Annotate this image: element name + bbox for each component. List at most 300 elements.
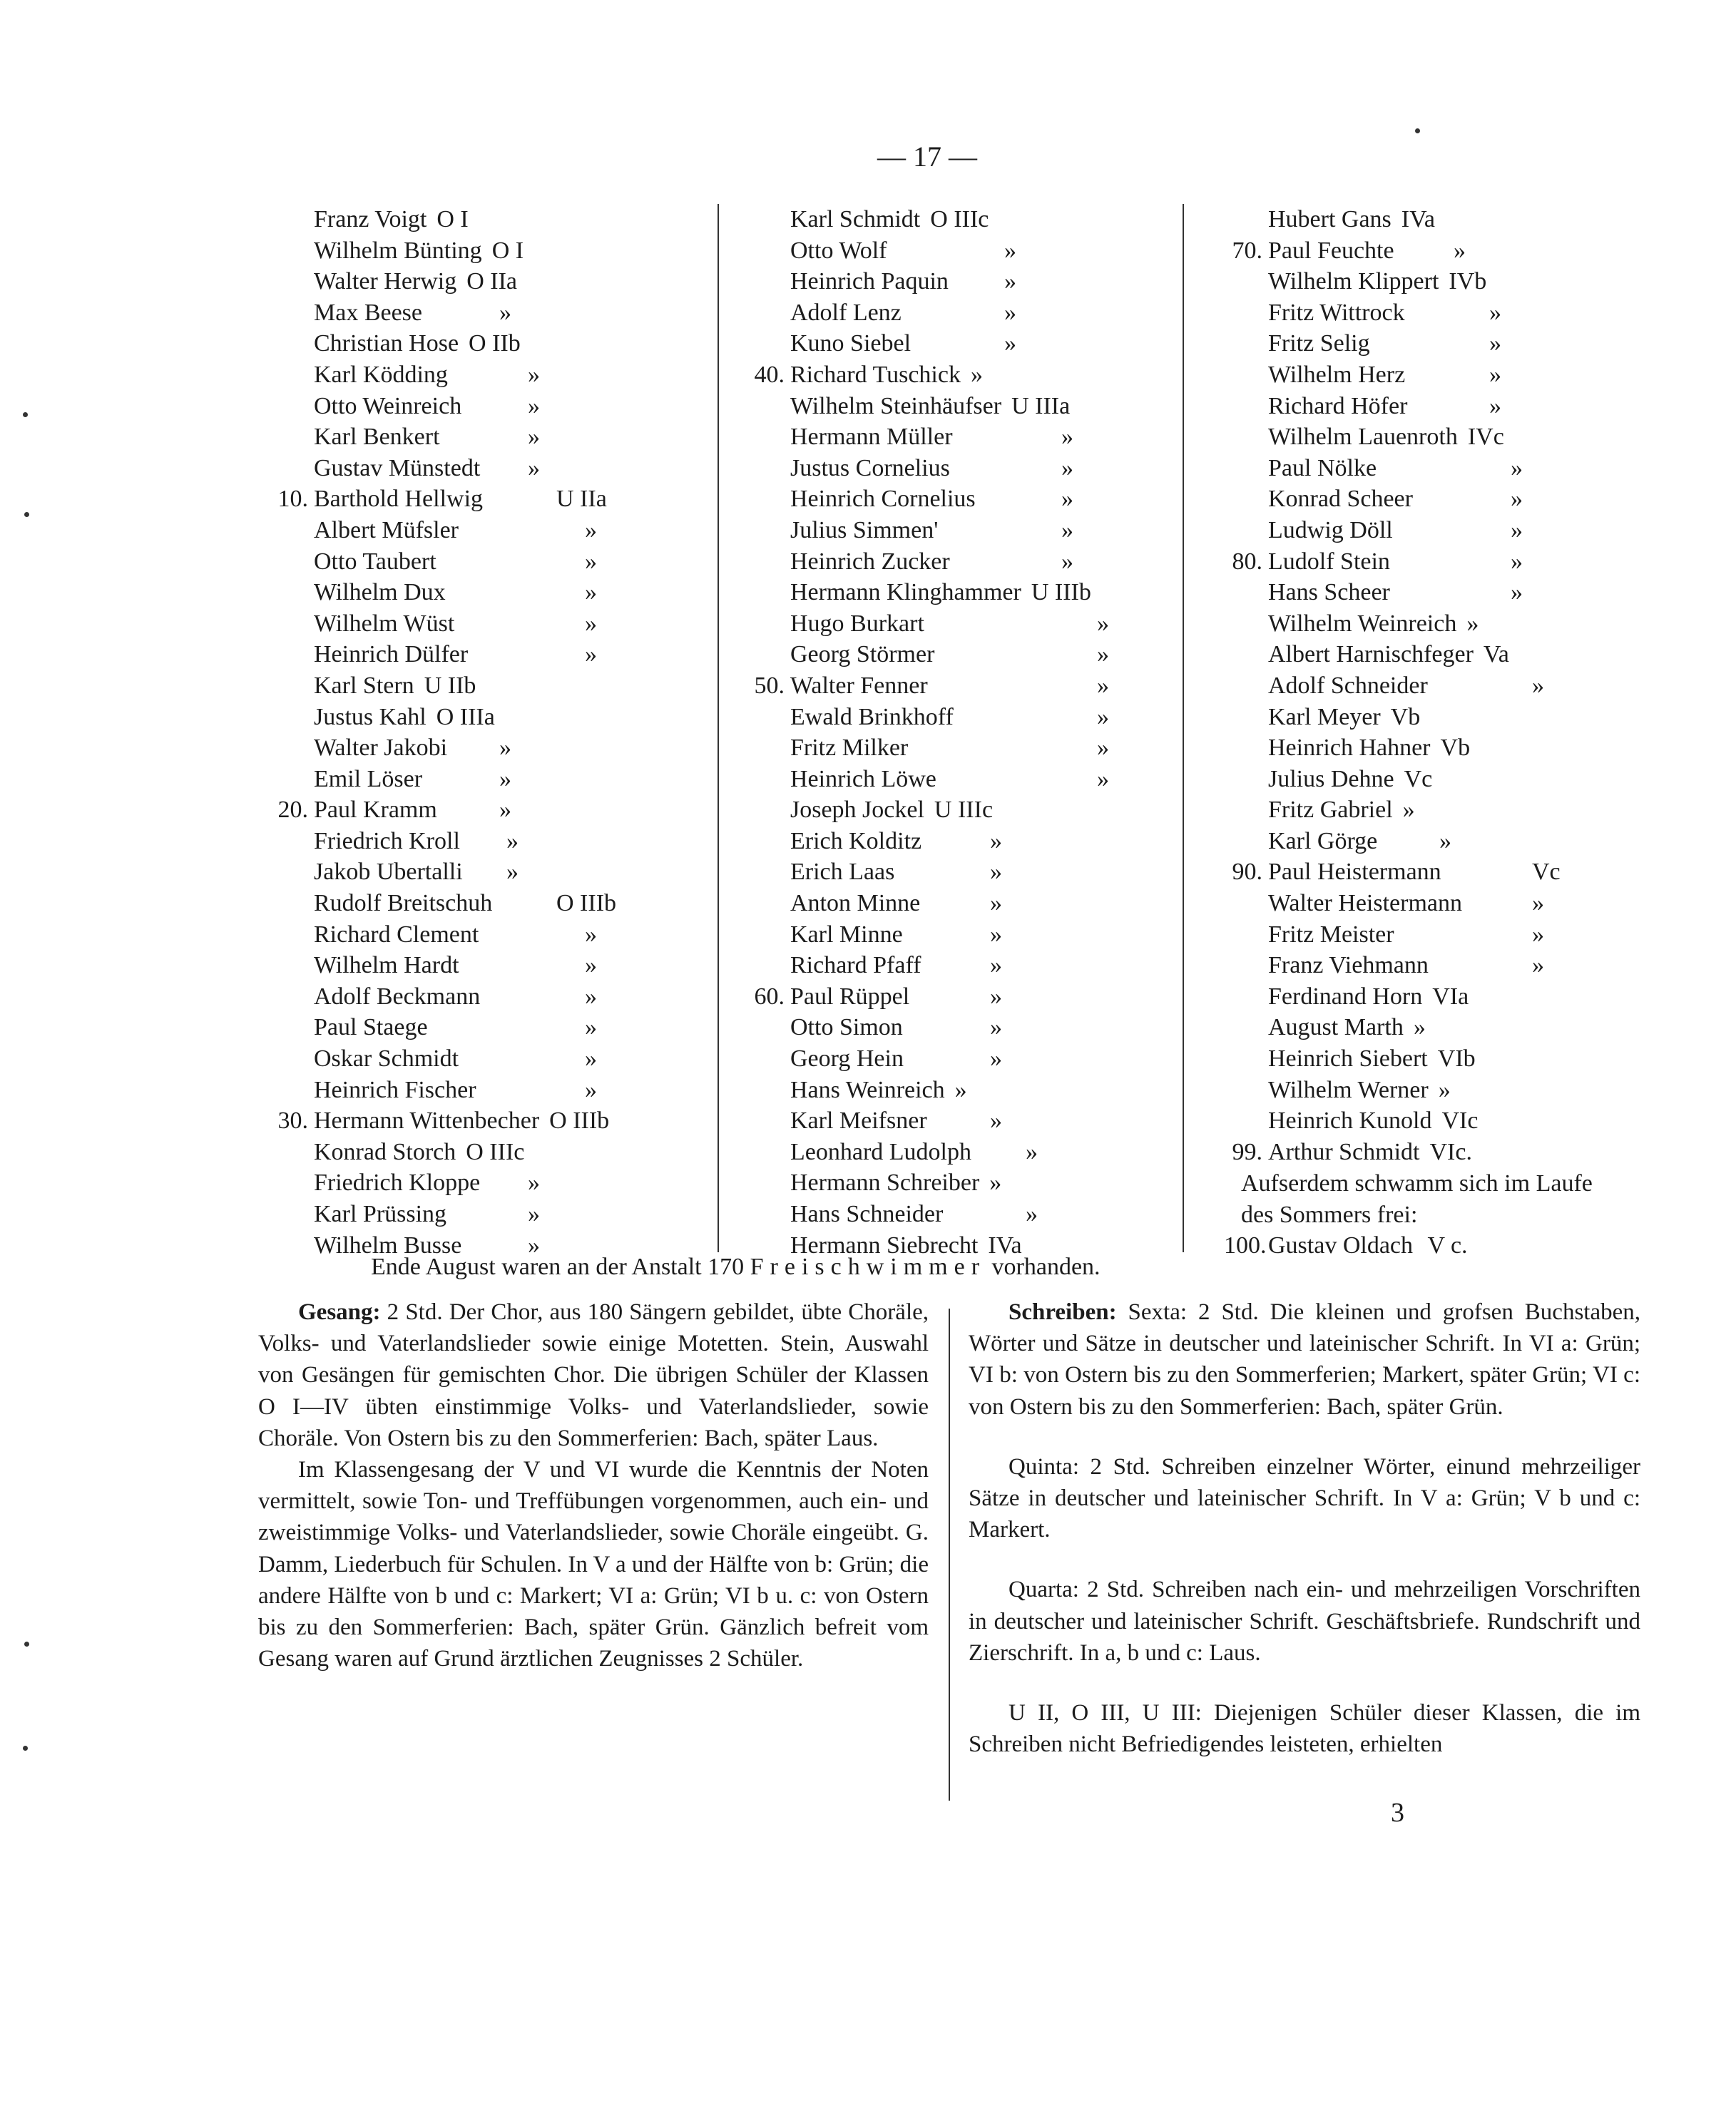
entry-class: » (1511, 516, 1523, 543)
column-divider (1183, 204, 1184, 1252)
list-item (1268, 794, 1668, 826)
entry-name: Karl Minne (790, 921, 903, 948)
entry-name: Heinrich Siebert (1268, 1045, 1428, 1073)
list-item (1268, 981, 1668, 1013)
entry-name: Konrad Scheer (1268, 486, 1413, 513)
entry-class: » (1454, 237, 1466, 264)
entry-name: Adolf Lenz (790, 299, 902, 326)
entry-class: » (1438, 1076, 1451, 1103)
list-item (790, 1012, 1190, 1043)
print-speck (1415, 128, 1420, 133)
list-item (790, 297, 1190, 329)
list-item (790, 888, 1190, 919)
entry-class: » (990, 1107, 1002, 1135)
entry-class: » (1004, 330, 1016, 357)
list-item (314, 453, 720, 484)
entry-name: Fritz Wittrock (1268, 299, 1405, 326)
list-item (1268, 483, 1668, 515)
entry-class: » (499, 735, 511, 762)
entry-name: Heinrich Kunold (1268, 1107, 1432, 1135)
entry-class: » (1061, 548, 1073, 575)
list-item (1268, 950, 1668, 981)
entry-class: » (1466, 610, 1479, 637)
entry-class: » (585, 641, 597, 668)
entry-name: Heinrich Löwe (790, 765, 936, 792)
entry-class: » (1402, 797, 1415, 824)
entry-name: Arthur Schmidt (1268, 1138, 1420, 1165)
list-item (790, 204, 1190, 235)
swimmer-list (0, 204, 1736, 1259)
paragraph-quarta: Quarta: 2 Std. Schreiben nach ein- und mehrzeiligen Vorschriften in deutscher und lateinischer Schrift. Geschäftsbriefe. Rundschrift und Zierschrift. In a, b und c: Laus. (969, 1577, 1640, 1666)
entry-class: O I (436, 206, 469, 232)
list-item (790, 546, 1190, 578)
list-item (790, 826, 1190, 857)
list-item (790, 421, 1190, 453)
entry-class: » (1061, 516, 1073, 543)
list-item (314, 639, 720, 670)
print-speck (24, 512, 29, 517)
entry-name: Hermann Wittenbecher (314, 1107, 540, 1135)
list-item (790, 328, 1190, 359)
entry-number: 70. (1232, 237, 1262, 264)
entry-name: Walter Fenner (790, 672, 928, 699)
entry-name: Ludwig Döll (1268, 516, 1393, 543)
entry-class: U IIIa (1011, 392, 1071, 419)
list-item (314, 1012, 720, 1043)
list-item (790, 794, 1190, 826)
entry-class: » (506, 859, 519, 886)
entry-name: Friedrich Kroll (314, 827, 460, 854)
entry-class: » (1097, 641, 1109, 668)
entry-name: Paul Kramm (314, 797, 437, 824)
list-item (790, 1043, 1190, 1075)
entry-number: 80. (1232, 548, 1262, 575)
list-item (790, 1167, 1190, 1199)
list-item (1268, 888, 1668, 919)
page-number: — 17 — (877, 140, 977, 173)
entry-name: Georg Hein (790, 1045, 904, 1073)
entry-class: » (1061, 486, 1073, 513)
entry-name: Richard Clement (314, 921, 479, 948)
list-item (1232, 856, 1668, 888)
entry-name: Walter Jakobi (314, 735, 448, 762)
column-divider (718, 204, 719, 1252)
entry-name: Walter Herwig (314, 268, 457, 295)
list-item (790, 235, 1190, 267)
entry-name: Wilhelm Lauenroth (1268, 424, 1458, 451)
list-item (277, 794, 720, 826)
entry-name: Richard Höfer (1268, 392, 1408, 419)
entry-class: VIb (1437, 1045, 1476, 1073)
entry-class: O IIIc (930, 206, 989, 232)
entry-name: Wilhelm Herz (1268, 361, 1406, 388)
entry-name: Karl Meyer (1268, 703, 1381, 730)
entry-class: » (989, 1170, 1002, 1197)
entry-number: 30. (277, 1107, 308, 1135)
entry-class: O IIIc (466, 1138, 525, 1165)
name-column-3-note (1224, 1168, 1669, 1262)
entry-number: 99. (1232, 1138, 1262, 1165)
entry-name: Otto Wolf (790, 237, 887, 264)
entry-name: Hans Schneider (790, 1201, 944, 1227)
entry-name: Karl Stern (314, 672, 414, 699)
entry-class: IVa (1401, 206, 1435, 232)
paragraph-text: Sexta: 2 Std. Die kleinen und grofsen Buchstaben, Wörter und Sätze in deutscher und lateinischer Schrift. In VI a: Grün; VI b: von Ostern bis zu den Sommerferien; Markert, später Grün; VI c: von Ostern bis zu den Sommerferien: Bach, später Grün. (969, 1299, 1640, 1420)
list-item (1232, 546, 1668, 578)
entry-number: 10. (277, 486, 308, 513)
entry-class: Vc (1532, 859, 1561, 886)
entry-name: Paul Rüppel (790, 983, 910, 1010)
entry-class: IVa (988, 1232, 1022, 1259)
list-item (314, 981, 720, 1013)
list-item (1268, 359, 1668, 391)
entry-name: Franz Voigt (314, 206, 427, 232)
note-line: des Sommers frei: (1241, 1201, 1418, 1228)
entry-class: » (1511, 486, 1523, 513)
list-item (314, 546, 720, 578)
entry-class: » (1097, 703, 1109, 730)
entry-name: Barthold Hellwig (314, 486, 484, 513)
entry-name: Fritz Selig (1268, 330, 1370, 357)
list-item (790, 515, 1190, 546)
entry-class: » (585, 579, 597, 606)
list-item (790, 1105, 1190, 1137)
list-item (790, 577, 1190, 608)
list-item (314, 266, 720, 297)
entry-class: VIc. (1429, 1138, 1472, 1165)
entry-class: » (1489, 361, 1501, 388)
entry-class: » (1061, 424, 1073, 451)
entry-class: » (1532, 672, 1544, 699)
entry-name: Konrad Storch (314, 1138, 456, 1165)
list-item (1268, 1105, 1668, 1137)
entry-name: Justus Cornelius (790, 454, 950, 481)
entry-class: » (506, 827, 519, 854)
entry-class: » (1004, 268, 1016, 295)
entry-name: Hugo Burkart (790, 610, 924, 637)
entry-name: Hans Weinreich (790, 1076, 945, 1103)
paragraph-uii: U II, O III, U III: Diejenigen Schüler dieser Klassen, die im Schreiben nicht Befriedigendes leisteten, erhielten (969, 1700, 1640, 1758)
list-item (314, 732, 720, 764)
list-item (1268, 297, 1668, 329)
entry-class: » (585, 516, 597, 543)
entry-name: Fritz Gabriel (1268, 797, 1393, 824)
entry-name: Julius Simmen' (790, 516, 939, 543)
entry-class: U IIb (424, 672, 476, 699)
entry-class: » (528, 424, 540, 451)
entry-name: Karl Meifsner (790, 1107, 927, 1135)
entry-class: » (1097, 765, 1109, 792)
entry-class: » (1097, 672, 1109, 699)
entry-class: » (585, 921, 597, 948)
entry-class: » (585, 548, 597, 575)
list-item (790, 732, 1190, 764)
list-item (314, 856, 720, 888)
entry-class: U IIIb (1031, 579, 1091, 606)
section-label: Schreiben: (1009, 1299, 1117, 1325)
entry-class: » (528, 361, 540, 388)
entry-name: August Marth (1268, 1014, 1404, 1041)
entry-name: Richard Tuschick (790, 361, 961, 388)
entry-class: » (528, 1232, 540, 1259)
list-item (790, 1075, 1190, 1106)
name-column-3 (1232, 204, 1668, 1167)
entry-name: Justus Kahl (314, 703, 427, 730)
footer-spaced: Freischwimmer (750, 1254, 986, 1280)
entry-name: Max Beese (314, 299, 423, 326)
list-item (1268, 702, 1668, 733)
entry-class: U IIIc (934, 797, 994, 824)
entry-name: Adolf Schneider (1268, 672, 1428, 699)
entry-name: Heinrich Zucker (790, 548, 950, 575)
entry-class: » (585, 610, 597, 637)
list-item (314, 328, 720, 359)
entry-name: Wilhelm Hardt (314, 952, 459, 979)
entry-number: 60. (754, 983, 785, 1010)
entry-name: Hans Scheer (1268, 579, 1390, 606)
entry-class: » (499, 797, 511, 824)
entry-class: Vb (1440, 735, 1471, 762)
entry-class: » (585, 983, 597, 1010)
signature-mark: 3 (1391, 1798, 1404, 1828)
entry-class: IVc (1467, 424, 1504, 451)
right-text-column (969, 1296, 1640, 1760)
entry-class: » (499, 765, 511, 792)
entry-name: Karl Schmidt (790, 206, 921, 232)
paragraph-klassengesang: Im Klassengesang der V und VI wurde die Kenntnis der Noten vermittelt, sowie Ton- und Treffübungen vorgenommen, auch ein- und zweistimmige Volks- und Vaterlandslieder, sowie Choräle eingeübt. G. Damm, Liederbuch für Schulen. In V a und der Hälfte von b: Grün; die andere Hälfte von b und c: Markert; VI a: Grün; VI b u. c: von Ostern bis zu den Sommerferien: Bach, später Grün. Gänzlich befreit vom Gesang waren auf Grund ärztlichen Zeugnisses 2 Schüler. (258, 1457, 929, 1672)
paragraph-gesang (258, 1296, 929, 1454)
entry-name: Wilhelm Dux (314, 579, 446, 606)
entry-name: Erich Kolditz (790, 827, 922, 854)
list-item (1268, 328, 1668, 359)
list-item (1268, 204, 1668, 235)
entry-name: Christian Hose (314, 330, 459, 357)
list-item (790, 639, 1190, 670)
entry-class: O IIb (469, 330, 521, 357)
list-item (1232, 1137, 1668, 1168)
entry-class: » (1511, 454, 1523, 481)
entry-class: » (499, 299, 511, 326)
entry-name: Karl Görge (1268, 827, 1378, 854)
name-column-2 (754, 204, 1190, 1261)
entry-class: » (585, 1045, 597, 1073)
entry-name: Kuno Siebel (790, 330, 912, 357)
footer-pre: Ende August waren an der Anstalt 170 (371, 1254, 745, 1280)
entry-number: 20. (277, 797, 308, 824)
entry-name: Wilhelm Bünting (314, 237, 482, 264)
entry-class: » (990, 1045, 1002, 1073)
list-item (1268, 732, 1668, 764)
entry-name: Wilhelm Werner (1268, 1076, 1429, 1103)
paragraph-text: 2 Std. Der Chor, aus 180 Sängern gebildet, übte Choräle, Volks- und Vaterlandslieder sowie einige Motetten. Stein, Auswahl von Gesängen für gemischten Chor. Die übrigen Schüler der Klassen O I—IV übten einstimmige Volks- und Vaterlandslieder, sowie Choräle. Von Ostern bis zu den Sommerferien: Bach, später Laus. (258, 1299, 929, 1451)
entry-name: Wilhelm Steinhäufser (790, 392, 1002, 419)
entry-number: 90. (1232, 859, 1262, 886)
entry-name: Hermann Klinghammer (790, 579, 1021, 606)
entry-class: VIc (1441, 1107, 1479, 1135)
list-item (1268, 391, 1668, 422)
entry-name: Julius Dehne (1268, 765, 1394, 792)
entry-name: Gustav Oldach (1268, 1232, 1414, 1259)
entry-name: Adolf Beckmann (314, 983, 481, 1010)
list-item (314, 1075, 720, 1106)
entry-name: Heinrich Paquin (790, 268, 949, 295)
list-item (790, 453, 1190, 484)
print-speck (23, 412, 28, 417)
entry-class: » (990, 827, 1002, 854)
list-item (790, 919, 1190, 951)
entry-class: » (990, 890, 1002, 917)
list-item (790, 483, 1190, 515)
entry-number: 50. (754, 672, 785, 699)
entry-name: Richard Pfaff (790, 952, 921, 979)
list-item (790, 266, 1190, 297)
list-item (1268, 608, 1668, 640)
list-item (314, 359, 720, 391)
list-item (314, 577, 720, 608)
print-speck (23, 1746, 28, 1751)
list-item (1268, 421, 1668, 453)
list-item (314, 764, 720, 795)
list-item (1268, 919, 1668, 951)
entry-class: » (1413, 1014, 1426, 1041)
entry-name: Paul Heistermann (1268, 859, 1441, 886)
entry-name: Karl Prüssing (314, 1201, 447, 1227)
list-item (314, 702, 720, 733)
entry-name: Karl Benkert (314, 424, 440, 451)
list-item (1268, 1075, 1668, 1106)
entry-name: Otto Weinreich (314, 392, 462, 419)
entry-name: Albert Harnischfeger (1268, 641, 1474, 668)
list-item (314, 1043, 720, 1075)
entry-class: » (1004, 299, 1016, 326)
list-item (314, 608, 720, 640)
entry-class: » (1061, 454, 1073, 481)
entry-name: Walter Heistermann (1268, 890, 1462, 917)
entry-class: IVb (1449, 268, 1487, 295)
list-item (314, 515, 720, 546)
entry-class: O IIIa (436, 703, 495, 730)
entry-name: Wilhelm Klippert (1268, 268, 1439, 295)
entry-name: Wilhelm Busse (314, 1232, 462, 1259)
list-item (1224, 1230, 1669, 1262)
entry-name: Fritz Milker (790, 735, 909, 762)
entry-class: » (1439, 827, 1451, 854)
entry-class: » (1532, 890, 1544, 917)
entry-class: » (990, 1014, 1002, 1041)
entry-class: » (528, 454, 540, 481)
entry-class: » (585, 952, 597, 979)
entry-name: Heinrich Cornelius (790, 486, 976, 513)
entry-class: » (528, 392, 540, 419)
name-column-1 (277, 204, 720, 1261)
entry-class: » (990, 983, 1002, 1010)
entry-name: Karl Ködding (314, 361, 448, 388)
entry-name: Paul Feuchte (1268, 237, 1394, 264)
entry-name: Joseph Jockel (790, 797, 924, 824)
print-speck (24, 1642, 29, 1647)
list-item (314, 919, 720, 951)
entry-class: » (1511, 548, 1523, 575)
list-item (314, 391, 720, 422)
entry-class: » (1097, 610, 1109, 637)
entry-class: » (1532, 952, 1544, 979)
footer-summary (371, 1254, 1101, 1281)
entry-number: 40. (754, 361, 785, 388)
entry-name: Fritz Meister (1268, 921, 1394, 948)
entry-class: » (954, 1076, 967, 1103)
list-item (790, 764, 1190, 795)
entry-class: » (1489, 330, 1501, 357)
entry-name: Hubert Gans (1268, 206, 1392, 232)
list-item (314, 670, 720, 702)
list-item (314, 1199, 720, 1230)
list-item (1232, 235, 1668, 267)
list-item (277, 1105, 720, 1137)
list-item (314, 235, 720, 267)
entry-name: Erich Laas (790, 859, 895, 886)
list-item (314, 1167, 720, 1199)
entry-name: Hermann Siebrecht (790, 1232, 979, 1259)
list-item (790, 1199, 1190, 1230)
list-item (790, 856, 1190, 888)
entry-class: » (528, 1170, 540, 1197)
footer-post: vorhanden. (991, 1254, 1101, 1280)
list-item (1268, 639, 1668, 670)
list-item (1268, 266, 1668, 297)
list-item (1268, 826, 1668, 857)
text-column-divider (949, 1309, 950, 1801)
list-item (790, 608, 1190, 640)
section-label: Gesang: (298, 1299, 381, 1325)
paragraph-schreiben (969, 1296, 1640, 1423)
list-item (314, 297, 720, 329)
entry-name: Emil Löser (314, 765, 423, 792)
entry-name: Gustav Münstedt (314, 454, 481, 481)
entry-class: O IIa (466, 268, 518, 295)
list-item (314, 826, 720, 857)
list-item (1268, 515, 1668, 546)
entry-name: Leonhard Ludolph (790, 1138, 971, 1165)
entry-name: Albert Müfsler (314, 516, 459, 543)
list-item (277, 483, 720, 515)
entry-class: » (990, 921, 1002, 948)
entry-name: Otto Taubert (314, 548, 436, 575)
paragraph-quinta: Quinta: 2 Std. Schreiben einzelner Wörter, einund mehrzeiliger Sätze in deutscher und lateinischer Schrift. In V a: Grün; V b und c: Markert. (969, 1453, 1640, 1543)
entry-class: » (990, 952, 1002, 979)
list-item (314, 950, 720, 981)
entry-class: » (1489, 392, 1501, 419)
entry-name: Franz Viehmann (1268, 952, 1429, 979)
entry-name: Georg Störmer (790, 641, 935, 668)
entry-class: » (528, 1201, 540, 1227)
list-item (1268, 1012, 1668, 1043)
entry-name: Ferdinand Horn (1268, 983, 1423, 1010)
entry-class: » (1026, 1201, 1038, 1227)
entry-class: » (1097, 735, 1109, 762)
list-item (790, 702, 1190, 733)
entry-name: Hermann Müller (790, 424, 953, 451)
list-item (790, 391, 1190, 422)
entry-class: » (1026, 1138, 1038, 1165)
entry-name: Rudolf Breitschuh (314, 890, 493, 917)
list-item (754, 981, 1190, 1013)
left-text-column (258, 1296, 929, 1674)
entry-class: Va (1483, 641, 1509, 668)
entry-name: Ewald Brinkhoff (790, 703, 954, 730)
list-item (1268, 577, 1668, 608)
entry-class: VIa (1432, 983, 1469, 1010)
list-item (1268, 670, 1668, 702)
